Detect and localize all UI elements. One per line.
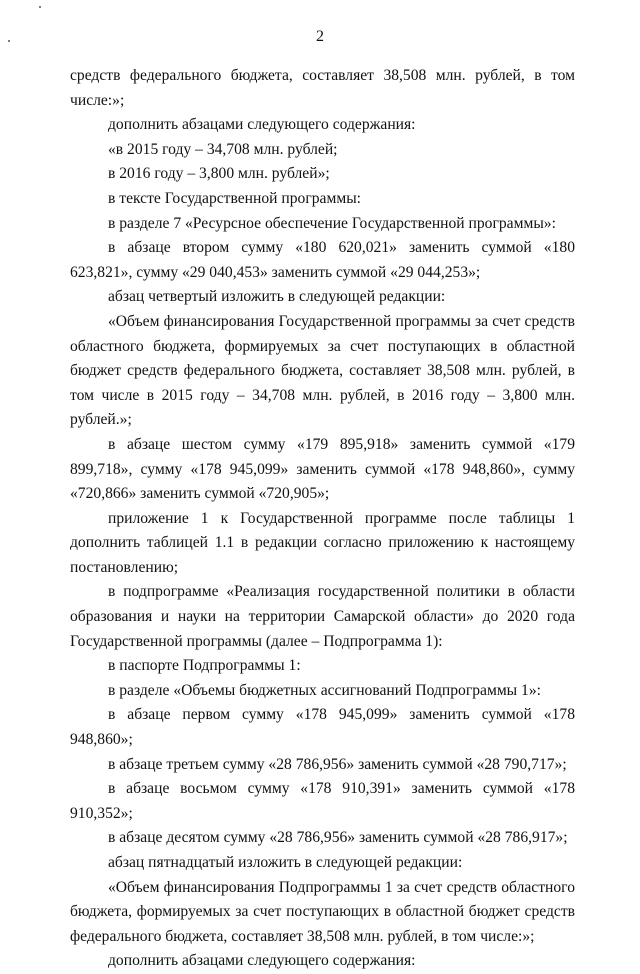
- paragraph: в абзаце шестом сумму «179 895,918» заменить суммой «179 899,718», сумму «178 945,099» заменить суммой «178 948,860», сумму «720,866» заменить суммой «720,905»;: [70, 435, 575, 503]
- scan-speck: [39, 6, 41, 8]
- paragraph: в абзаце первом сумму «178 945,099» заменить суммой «178 948,860»;: [70, 706, 575, 749]
- paragraph: «Объем финансирования Государственной программы за счет средств областного бюджета, формируемых за счет поступающих в областной бюджет средств федерального бюджета, составляет 38,508 млн. рублей, в том числе в 2015 году – 34,708 млн. рублей, в 2016 году – 3,800 млн. рублей.»;: [70, 312, 575, 429]
- paragraph: в абзаце восьмом сумму «178 910,391» заменить суммой «178 910,352»;: [70, 780, 575, 822]
- paragraph: в подпрограмме «Реализация государственной политики в области образования и науки на территории Самарской области» до 2020 года Государственной программы (далее – Подпрограмма 1):: [70, 583, 575, 650]
- paragraph: «в 2015 году – 34,708 млн. рублей;: [108, 140, 338, 158]
- paragraph: в паспорте Подпрограммы 1:: [108, 657, 301, 675]
- document-body: [70, 64, 575, 974]
- paragraph: приложение 1 к Государственной программе после таблицы 1 дополнить таблицей 1.1 в редакции согласно приложению к настоящему постановлению;: [70, 509, 575, 576]
- paragraph: в абзаце десятом сумму «28 786,956» заменить суммой «28 786,917»;: [108, 829, 568, 847]
- paragraph: в абзаце третьем сумму «28 786,956» заменить суммой «28 790,717»;: [108, 755, 567, 773]
- paragraph: в тексте Государственной программы:: [108, 189, 362, 207]
- paragraph: в разделе «Объемы бюджетных ассигнований Подпрограммы 1»:: [108, 681, 541, 699]
- paragraph: дополнить абзацами следующего содержания:: [108, 116, 416, 134]
- paragraph: средств федерального бюджета, составляет 38,508 млн. рублей, в том числе:»;: [70, 67, 575, 109]
- paragraph: в абзаце втором сумму «180 620,021» заменить суммой «180 623,821», сумму «29 040,453» заменить суммой «29 044,253»;: [70, 239, 575, 281]
- paragraph: в разделе 7 «Ресурсное обеспечение Государственной программы»:: [108, 214, 556, 232]
- paragraph: дополнить абзацами следующего содержания:: [108, 952, 416, 970]
- paragraph: абзац пятнадцатый изложить в следующей редакции:: [108, 854, 463, 871]
- paragraph: в 2016 году – 3,800 млн. рублей»;: [108, 165, 330, 183]
- paragraph: абзац четвертый изложить в следующей редакции:: [108, 288, 446, 306]
- page-number: 2: [316, 28, 324, 45]
- paragraph: «Объем финансирования Подпрограммы 1 за счет средств областного бюджета, формируемых за счет поступающих в областной бюджет средств федерального бюджета, составляет 38,508 млн. рублей, в том числе:»;: [70, 878, 575, 945]
